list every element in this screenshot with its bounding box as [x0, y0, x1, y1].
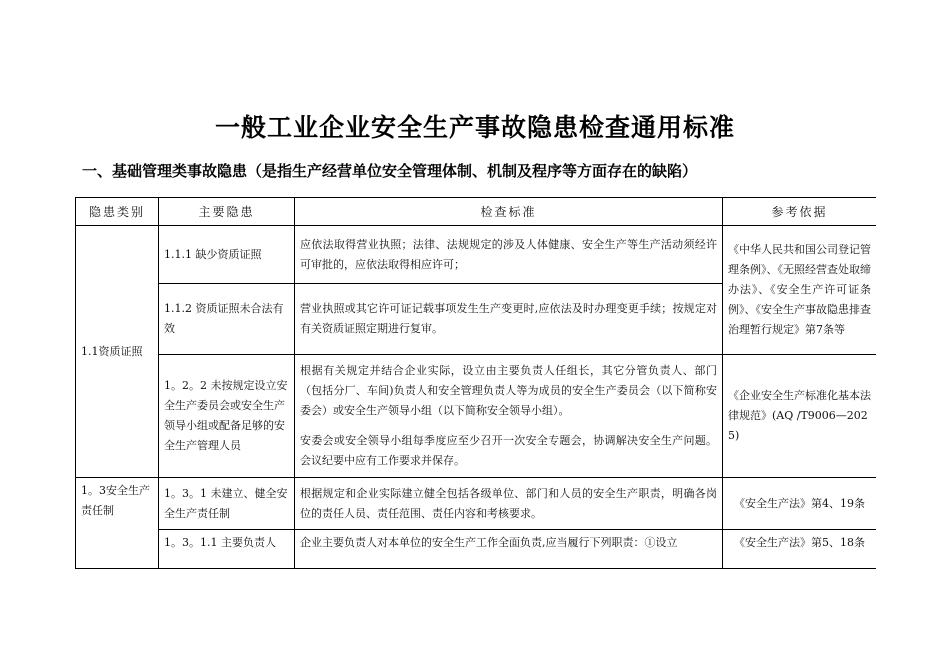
category-cell: 1.1资质证照 [76, 226, 159, 478]
table-row [76, 226, 877, 284]
reference-cell: 《安全生产法》第4、19条 [723, 478, 877, 530]
standard-paragraph: 根据有关规定并结合企业实际，设立由主要负责人任组长，其它分管负责人、部门（包括分厂、车间)负责人和安全管理负责人等为成员的安全生产委员会（以下简称安委会）或安全生产领导小组（以下简称安全领导小组）。 [300, 364, 717, 417]
standard-cell: 营业执照或其它许可证记载事项发生生产变更时,应依法及时办理变更手续；按规定对有关资质证照定期进行复审。 [295, 284, 723, 355]
section-heading: 一、基础管理类事故隐患（是指生产经营单位安全管理体制、机制及程序等方面存在的缺陷） [82, 162, 698, 180]
hazard-table-container [75, 197, 876, 569]
hazard-cell: 1。2。2 未按规定设立安全生产委员会或安全生产领导小组或配备足够的安全生产管理人员 [159, 355, 295, 478]
hazard-cell: 1。3。1.1 主要负责人 [159, 530, 295, 570]
standard-cell: 根据规定和企业实际建立健全包括各级单位、部门和人员的安全生产职责，明确各岗位的责任人员、责任范围、责任内容和考核要求。 [295, 478, 723, 530]
hazard-cell: 1.1.1 缺少资质证照 [159, 226, 295, 284]
category-cell: 1。3安全生产责任制 [76, 478, 159, 570]
standard-cell: 应依法取得营业执照；法律、法规规定的涉及人体健康、安全生产等生产活动须经许可审批的，应依法取得相应许可； [295, 226, 723, 284]
reference-cell: 《企业安全生产标准化基本法律规范》(AQ /T9006—2025) [723, 355, 877, 478]
standard-cell: 企业主要负责人对本单位的安全生产工作全面负责,应当履行下列职责：①设立 [295, 530, 723, 570]
reference-cell: 《安全生产法》第5、18条 [723, 530, 877, 570]
table-row [76, 478, 877, 530]
document-title: 一般工业企业安全生产事故隐患检查通用标准 [214, 113, 735, 142]
hazard-cell: 1。3。1 未建立、健全安全生产责任制 [159, 478, 295, 530]
header-category: 隐患类别 [76, 198, 159, 226]
header-reference: 参考依据 [723, 198, 877, 226]
hazard-cell: 1.1.2 资质证照未合法有效 [159, 284, 295, 355]
standard-paragraph: 安委会或安全领导小组每季度应至少召开一次安全专题会，协调解决安全生产问题。会议纪要中应有工作要求并保存。 [300, 434, 717, 467]
header-standard: 检查标准 [295, 198, 723, 226]
table-row [76, 530, 877, 570]
standard-cell [295, 355, 723, 478]
header-hazard: 主要隐患 [159, 198, 295, 226]
table-row [76, 355, 877, 478]
hazard-table [75, 197, 876, 569]
table-header-row [76, 198, 877, 226]
reference-cell: 《中华人民共和国公司登记管理条例》、《无照经营查处取缔办法》、《安全生产许可证条例》、《安全生产事故隐患排查治理暂行规定》第7条等 [723, 226, 877, 355]
